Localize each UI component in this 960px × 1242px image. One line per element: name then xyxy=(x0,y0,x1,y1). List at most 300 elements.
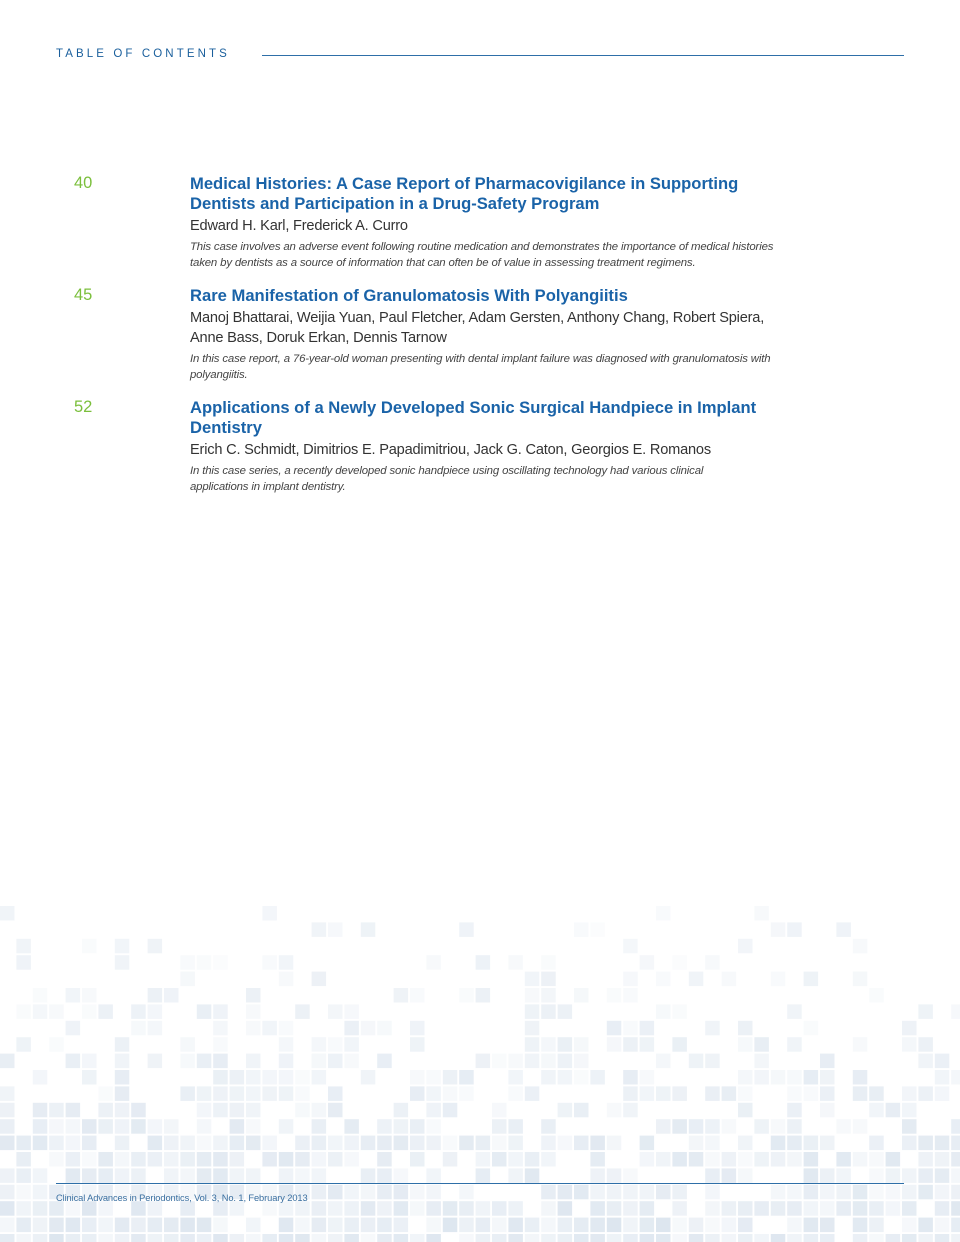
mosaic-tile xyxy=(951,1136,960,1151)
mosaic-tile xyxy=(935,1234,950,1242)
mosaic-tile xyxy=(853,1152,868,1167)
mosaic-tile xyxy=(230,1119,245,1134)
mosaic-tile xyxy=(394,988,409,1003)
mosaic-tile xyxy=(377,1218,392,1233)
mosaic-tile xyxy=(607,1234,622,1242)
mosaic-tile xyxy=(459,1201,474,1216)
mosaic-tile xyxy=(230,1136,245,1151)
mosaic-tile xyxy=(180,1136,195,1151)
mosaic-tile xyxy=(738,1086,753,1101)
mosaic-tile xyxy=(344,1136,359,1151)
mosaic-tile xyxy=(804,1234,819,1242)
mosaic-tile xyxy=(722,1201,737,1216)
mosaic-tile xyxy=(508,1152,523,1167)
mosaic-tile xyxy=(312,1119,327,1134)
mosaic-tile xyxy=(689,1152,704,1167)
mosaic-tile xyxy=(262,955,277,970)
mosaic-tile xyxy=(705,1218,720,1233)
mosaic-tile xyxy=(590,1234,605,1242)
mosaic-tile xyxy=(722,1086,737,1101)
mosaic-tile xyxy=(115,1070,130,1085)
mosaic-tile xyxy=(787,1201,802,1216)
mosaic-tile xyxy=(754,1119,769,1134)
mosaic-tile xyxy=(459,1136,474,1151)
mosaic-tile xyxy=(541,1152,556,1167)
mosaic-tile xyxy=(279,1152,294,1167)
mosaic-tile xyxy=(82,1119,97,1134)
mosaic-tile xyxy=(180,1234,195,1242)
mosaic-tile xyxy=(508,955,523,970)
mosaic-tile xyxy=(574,1103,589,1118)
mosaic-tile xyxy=(82,939,97,954)
mosaic-tile xyxy=(590,1070,605,1085)
mosaic-tile xyxy=(115,1152,130,1167)
mosaic-tile xyxy=(98,1201,113,1216)
mosaic-tile xyxy=(115,1168,130,1183)
mosaic-tile xyxy=(33,1234,48,1242)
mosaic-tile xyxy=(197,1054,212,1069)
mosaic-tile xyxy=(476,988,491,1003)
mosaic-tile xyxy=(279,972,294,987)
mosaic-tile xyxy=(230,1152,245,1167)
mosaic-tile xyxy=(459,988,474,1003)
mosaic-tile xyxy=(738,1037,753,1052)
mosaic-tile xyxy=(492,1054,507,1069)
mosaic-tile xyxy=(410,988,425,1003)
mosaic-tile xyxy=(230,1168,245,1183)
mosaic-tile xyxy=(131,1021,146,1036)
mosaic-tile xyxy=(672,1037,687,1052)
mosaic-tile xyxy=(656,1185,671,1200)
toc-header-label: TABLE OF CONTENTS xyxy=(56,48,230,60)
mosaic-tile xyxy=(558,1185,573,1200)
mosaic-tile xyxy=(312,1054,327,1069)
mosaic-tile xyxy=(98,1004,113,1019)
mosaic-tile xyxy=(623,1234,638,1242)
mosaic-tile xyxy=(230,1201,245,1216)
mosaic-tile xyxy=(804,972,819,987)
mosaic-tile xyxy=(476,1054,491,1069)
mosaic-tile xyxy=(918,1218,933,1233)
mosaic-tile xyxy=(722,1152,737,1167)
mosaic-tile xyxy=(836,1168,851,1183)
toc-entry-body xyxy=(190,174,790,271)
mosaic-tile xyxy=(951,1119,960,1134)
mosaic-tile xyxy=(787,922,802,937)
mosaic-tile xyxy=(443,1201,458,1216)
mosaic-tile xyxy=(640,1201,655,1216)
mosaic-tile xyxy=(886,1168,901,1183)
mosaic-tile xyxy=(607,1185,622,1200)
mosaic-tile xyxy=(689,1234,704,1242)
mosaic-tile xyxy=(886,1185,901,1200)
mosaic-tile xyxy=(312,1201,327,1216)
mosaic-tile xyxy=(131,1103,146,1118)
mosaic-tile xyxy=(656,1218,671,1233)
mosaic-tile xyxy=(787,1234,802,1242)
mosaic-tile xyxy=(197,1152,212,1167)
mosaic-tile xyxy=(558,1037,573,1052)
toc-entry-title[interactable]: Rare Manifestation of Granulomatosis With Polyangiitis xyxy=(190,286,628,305)
mosaic-tile xyxy=(410,1201,425,1216)
mosaic-tile xyxy=(804,1021,819,1036)
mosaic-tile xyxy=(459,1234,474,1242)
mosaic-tile xyxy=(312,1185,327,1200)
mosaic-tile xyxy=(49,1201,64,1216)
mosaic-tile xyxy=(148,1021,163,1036)
mosaic-tile xyxy=(361,1218,376,1233)
mosaic-tile xyxy=(49,1136,64,1151)
mosaic-tile xyxy=(361,1070,376,1085)
mosaic-tile xyxy=(640,1136,655,1151)
mosaic-tile xyxy=(853,1070,868,1085)
toc-entry-body xyxy=(190,398,790,495)
mosaic-tile xyxy=(918,1168,933,1183)
toc-entry-title[interactable]: Medical Histories: A Case Report of Pharmacovigilance in Supporting Dentists and Participation in a Drug-Safety Program xyxy=(190,174,739,213)
mosaic-tile xyxy=(492,1152,507,1167)
toc-entry-page-number: 40 xyxy=(74,174,93,192)
mosaic-tile xyxy=(738,1136,753,1151)
mosaic-tile xyxy=(607,1103,622,1118)
mosaic-tile xyxy=(16,1037,31,1052)
mosaic-tile xyxy=(705,1152,720,1167)
mosaic-tile xyxy=(262,906,277,921)
mosaic-tile xyxy=(98,1168,113,1183)
mosaic-tile xyxy=(246,1136,261,1151)
mosaic-tile xyxy=(213,1218,228,1233)
mosaic-tile xyxy=(525,1054,540,1069)
mosaic-tile xyxy=(459,1086,474,1101)
mosaic-tile xyxy=(689,1136,704,1151)
mosaic-tile xyxy=(541,955,556,970)
mosaic-tile xyxy=(394,1168,409,1183)
mosaic-tile xyxy=(722,1119,737,1134)
mosaic-tile xyxy=(853,972,868,987)
mosaic-tile xyxy=(66,1168,81,1183)
mosaic-tile xyxy=(525,1004,540,1019)
mosaic-tile xyxy=(935,1168,950,1183)
mosaic-tile xyxy=(705,1021,720,1036)
mosaic-tile xyxy=(16,1201,31,1216)
mosaic-tile xyxy=(148,1119,163,1134)
mosaic-tile xyxy=(492,1119,507,1134)
mosaic-tile xyxy=(394,1136,409,1151)
mosaic-tile xyxy=(738,1218,753,1233)
mosaic-tile xyxy=(0,1086,15,1101)
mosaic-tile xyxy=(131,1119,146,1134)
mosaic-tile xyxy=(804,1136,819,1151)
mosaic-tile xyxy=(115,1136,130,1151)
mosaic-tile xyxy=(656,1119,671,1134)
mosaic-tile xyxy=(33,988,48,1003)
mosaic-tile xyxy=(443,1086,458,1101)
mosaic-tile xyxy=(279,1218,294,1233)
mosaic-tile xyxy=(328,1054,343,1069)
mosaic-tile xyxy=(66,1234,81,1242)
mosaic-tile xyxy=(66,1218,81,1233)
mosaic-tile xyxy=(213,1004,228,1019)
mosaic-tile xyxy=(771,1070,786,1085)
mosaic-tile xyxy=(590,1136,605,1151)
mosaic-tile xyxy=(541,1218,556,1233)
mosaic-tile xyxy=(476,1168,491,1183)
mosaic-tile xyxy=(722,1218,737,1233)
mosaic-tile xyxy=(754,1070,769,1085)
mosaic-tile xyxy=(492,1103,507,1118)
mosaic-tile xyxy=(230,1234,245,1242)
mosaic-tile xyxy=(164,1136,179,1151)
mosaic-tile xyxy=(525,1234,540,1242)
mosaic-tile xyxy=(98,1086,113,1101)
mosaic-tile xyxy=(426,1168,441,1183)
mosaic-tile xyxy=(787,1218,802,1233)
mosaic-tile xyxy=(607,1201,622,1216)
mosaic-tile xyxy=(295,1136,310,1151)
mosaic-tile xyxy=(443,1152,458,1167)
mosaic-tile xyxy=(410,1037,425,1052)
mosaic-tile xyxy=(197,1234,212,1242)
mosaic-tile xyxy=(787,1103,802,1118)
mosaic-tile xyxy=(459,1070,474,1085)
mosaic-tile xyxy=(49,1103,64,1118)
decorative-mosaic-pattern xyxy=(0,900,960,1242)
mosaic-tile xyxy=(328,922,343,937)
mosaic-tile xyxy=(869,1086,884,1101)
mosaic-tile xyxy=(935,1218,950,1233)
mosaic-tile xyxy=(590,1152,605,1167)
mosaic-tile xyxy=(197,1004,212,1019)
mosaic-tile xyxy=(328,1201,343,1216)
mosaic-tile xyxy=(312,1136,327,1151)
toc-entry-authors: Erich C. Schmidt, Dimitrios E. Papadimitriou, Jack G. Caton, Georgios E. Romanos xyxy=(190,442,711,458)
mosaic-tile xyxy=(672,1152,687,1167)
mosaic-tile xyxy=(180,1086,195,1101)
mosaic-tile xyxy=(361,1136,376,1151)
mosaic-tile xyxy=(787,1086,802,1101)
mosaic-tile xyxy=(295,1201,310,1216)
mosaic-tile xyxy=(16,1168,31,1183)
mosaic-tile xyxy=(722,1168,737,1183)
mosaic-tile xyxy=(902,1086,917,1101)
mosaic-tile xyxy=(951,1234,960,1242)
mosaic-tile xyxy=(33,1103,48,1118)
mosaic-tile xyxy=(672,1218,687,1233)
mosaic-tile xyxy=(344,1004,359,1019)
mosaic-tile xyxy=(672,1119,687,1134)
mosaic-tile xyxy=(640,1086,655,1101)
mosaic-tile xyxy=(525,988,540,1003)
mosaic-tile xyxy=(558,1234,573,1242)
mosaic-tile xyxy=(738,1070,753,1085)
mosaic-tile xyxy=(590,1218,605,1233)
mosaic-tile xyxy=(33,1136,48,1151)
mosaic-tile xyxy=(935,1086,950,1101)
mosaic-tile xyxy=(508,1168,523,1183)
mosaic-tile xyxy=(394,1103,409,1118)
mosaic-tile xyxy=(623,1103,638,1118)
mosaic-tile xyxy=(33,1201,48,1216)
mosaic-tile xyxy=(508,1119,523,1134)
mosaic-tile xyxy=(361,1185,376,1200)
mosaic-tile xyxy=(476,1218,491,1233)
mosaic-tile xyxy=(82,1234,97,1242)
mosaic-tile xyxy=(279,1201,294,1216)
toc-entry-page-number: 45 xyxy=(74,286,93,304)
mosaic-tile xyxy=(344,1234,359,1242)
footer-citation: Clinical Advances in Periodontics, Vol. 3, No. 1, February 2013 xyxy=(56,1193,308,1203)
mosaic-tile xyxy=(295,1234,310,1242)
mosaic-tile xyxy=(820,1218,835,1233)
mosaic-tile xyxy=(82,1004,97,1019)
mosaic-tile xyxy=(0,1185,15,1200)
mosaic-tile xyxy=(98,1152,113,1167)
mosaic-tile xyxy=(574,1185,589,1200)
mosaic-tile xyxy=(33,1218,48,1233)
mosaic-tile xyxy=(295,1152,310,1167)
mosaic-tile xyxy=(738,1103,753,1118)
mosaic-tile xyxy=(705,1185,720,1200)
mosaic-tile xyxy=(640,1218,655,1233)
mosaic-tile xyxy=(312,1218,327,1233)
mosaic-tile xyxy=(476,1136,491,1151)
mosaic-tile xyxy=(164,1119,179,1134)
mosaic-tile xyxy=(164,1168,179,1183)
mosaic-tile xyxy=(623,939,638,954)
mosaic-tile xyxy=(361,1201,376,1216)
mosaic-tile xyxy=(541,1054,556,1069)
mosaic-tile xyxy=(312,1037,327,1052)
mosaic-tile xyxy=(607,1168,622,1183)
mosaic-tile xyxy=(246,988,261,1003)
mosaic-tile xyxy=(295,1004,310,1019)
mosaic-tile xyxy=(344,1021,359,1036)
mosaic-tile xyxy=(279,1070,294,1085)
mosaic-tile xyxy=(525,1168,540,1183)
mosaic-tile xyxy=(804,1201,819,1216)
mosaic-tile xyxy=(918,1054,933,1069)
mosaic-tile xyxy=(394,1218,409,1233)
mosaic-tile xyxy=(16,1004,31,1019)
mosaic-tile xyxy=(804,1152,819,1167)
mosaic-tile xyxy=(312,1070,327,1085)
mosaic-tile xyxy=(82,1070,97,1085)
mosaic-tile xyxy=(180,1218,195,1233)
toc-header xyxy=(56,48,904,62)
mosaic-tile xyxy=(738,1168,753,1183)
toc-entry-title[interactable]: Applications of a Newly Developed Sonic Surgical Handpiece in Implant Dentistry xyxy=(190,398,757,437)
mosaic-tile xyxy=(328,1152,343,1167)
mosaic-tile xyxy=(558,1103,573,1118)
mosaic-tile xyxy=(853,1218,868,1233)
mosaic-tile xyxy=(394,1234,409,1242)
mosaic-tile xyxy=(754,1201,769,1216)
mosaic-tile xyxy=(590,1185,605,1200)
mosaic-tile xyxy=(16,1185,31,1200)
mosaic-tile xyxy=(951,1004,960,1019)
mosaic-tile xyxy=(279,1119,294,1134)
mosaic-tile xyxy=(377,1119,392,1134)
mosaic-tile xyxy=(246,1119,261,1134)
mosaic-tile xyxy=(902,1021,917,1036)
mosaic-tile xyxy=(426,1185,441,1200)
mosaic-tile xyxy=(180,955,195,970)
mosaic-tile xyxy=(377,1136,392,1151)
mosaic-tile xyxy=(607,1136,622,1151)
mosaic-tile xyxy=(426,1103,441,1118)
mosaic-tile xyxy=(672,1201,687,1216)
mosaic-tile xyxy=(951,1201,960,1216)
mosaic-tile xyxy=(246,1168,261,1183)
mosaic-tile xyxy=(279,1168,294,1183)
mosaic-tile xyxy=(738,1201,753,1216)
mosaic-tile xyxy=(722,1234,737,1242)
mosaic-tile xyxy=(623,1021,638,1036)
mosaic-tile xyxy=(230,1086,245,1101)
mosaic-tile xyxy=(279,1086,294,1101)
mosaic-tile xyxy=(459,922,474,937)
mosaic-tile xyxy=(66,1119,81,1134)
mosaic-tile xyxy=(869,1152,884,1167)
mosaic-tile xyxy=(558,1070,573,1085)
mosaic-tile xyxy=(656,906,671,921)
mosaic-tile xyxy=(328,1103,343,1118)
mosaic-tile xyxy=(213,1201,228,1216)
mosaic-tile xyxy=(918,1234,933,1242)
mosaic-tile xyxy=(246,1070,261,1085)
mosaic-tile xyxy=(49,1152,64,1167)
mosaic-tile xyxy=(886,1103,901,1118)
mosaic-tile xyxy=(98,1234,113,1242)
mosaic-tile xyxy=(607,988,622,1003)
mosaic-tile xyxy=(738,1021,753,1036)
mosaic-tile xyxy=(705,1054,720,1069)
mosaic-tile xyxy=(836,1201,851,1216)
mosaic-tile xyxy=(33,1168,48,1183)
mosaic-tile xyxy=(197,1086,212,1101)
mosaic-tile xyxy=(918,1152,933,1167)
mosaic-tile xyxy=(49,1119,64,1134)
mosaic-tile xyxy=(213,955,228,970)
mosaic-tile xyxy=(541,1119,556,1134)
mosaic-tile xyxy=(49,1037,64,1052)
mosaic-tile xyxy=(508,1054,523,1069)
mosaic-tile xyxy=(869,1201,884,1216)
mosaic-tile xyxy=(820,1185,835,1200)
mosaic-tile xyxy=(902,1168,917,1183)
mosaic-tile xyxy=(656,972,671,987)
mosaic-tile xyxy=(328,1234,343,1242)
toc-entry-page-number: 52 xyxy=(74,398,93,416)
mosaic-tile xyxy=(902,1119,917,1134)
mosaic-tile xyxy=(164,1152,179,1167)
mosaic-tile xyxy=(656,1152,671,1167)
mosaic-tile xyxy=(115,939,130,954)
mosaic-tile xyxy=(853,1119,868,1134)
mosaic-tile xyxy=(508,1070,523,1085)
mosaic-tile xyxy=(246,1054,261,1069)
mosaic-tile xyxy=(541,1004,556,1019)
mosaic-tile xyxy=(935,1070,950,1085)
mosaic-tile xyxy=(66,1136,81,1151)
mosaic-tile xyxy=(869,1168,884,1183)
mosaic-tile xyxy=(656,1054,671,1069)
mosaic-tile xyxy=(16,939,31,954)
mosaic-tile xyxy=(148,988,163,1003)
mosaic-tile xyxy=(98,1218,113,1233)
mosaic-tile xyxy=(771,1185,786,1200)
mosaic-tile xyxy=(656,1234,671,1242)
mosaic-tile xyxy=(787,1070,802,1085)
